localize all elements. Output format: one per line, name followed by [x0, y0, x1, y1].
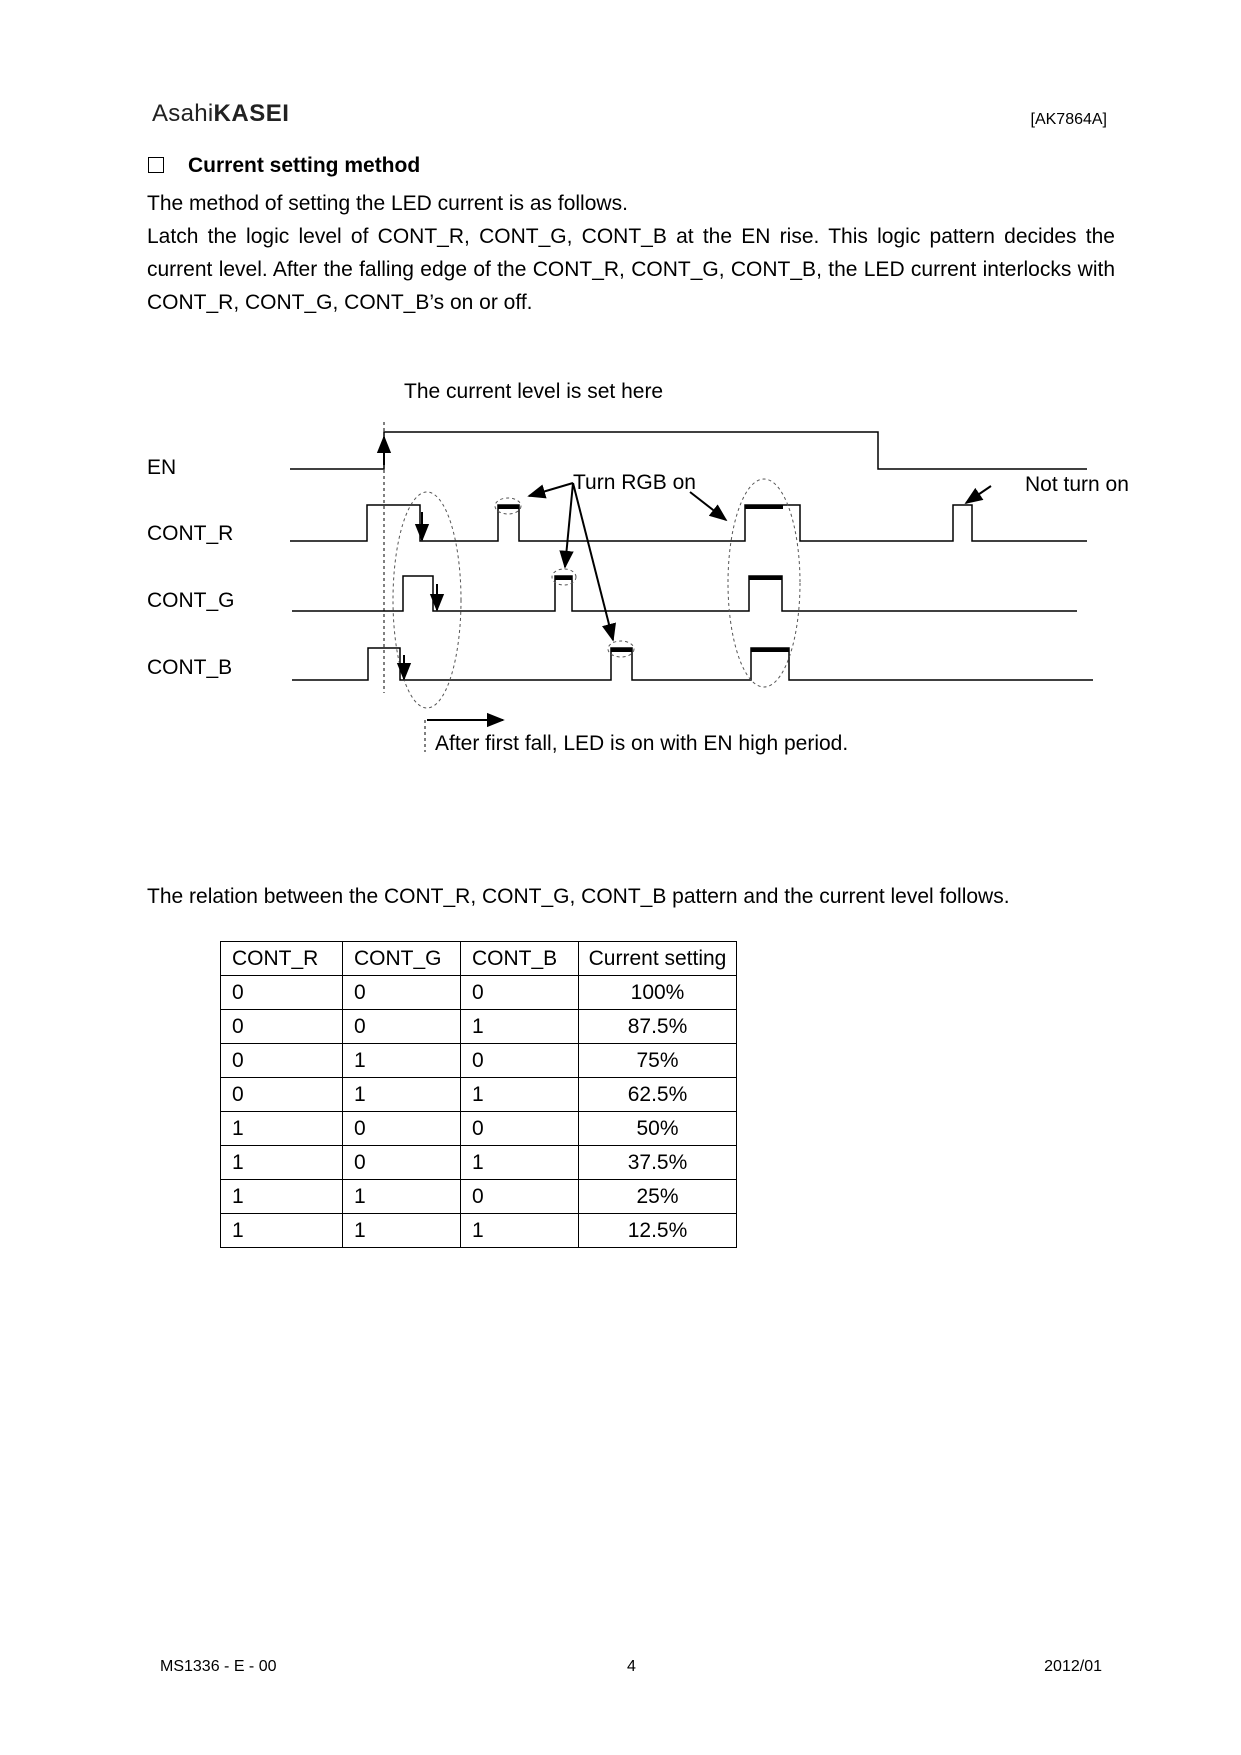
timing-diagram	[0, 0, 1241, 800]
table-cell: 1	[343, 1180, 461, 1214]
footer-page-number: 4	[627, 1658, 636, 1675]
table-cell: 0	[461, 1044, 579, 1078]
signal-label-cont-r: CONT_R	[147, 522, 234, 545]
table-cell: 1	[221, 1180, 343, 1214]
document-id: [AK7864A]	[1030, 111, 1107, 128]
cont-g-waveform	[292, 576, 1077, 611]
relation-paragraph: The relation between the CONT_R, CONT_G, CONT_B pattern and the current level follows.	[147, 885, 1010, 908]
table-row	[221, 1112, 737, 1146]
table-cell: 1	[221, 1146, 343, 1180]
table-header-cell: Current setting	[579, 942, 737, 976]
table-cell: 0	[343, 1112, 461, 1146]
table-cell: 12.5%	[579, 1214, 737, 1248]
annotation-after-first-fall: After first fall, LED is on with EN high period.	[435, 732, 849, 755]
table-cell: 25%	[579, 1180, 737, 1214]
table-cell: 50%	[579, 1112, 737, 1146]
table-header-row	[221, 942, 737, 976]
table-cell: 1	[221, 1214, 343, 1248]
annotation-turn-rgb-on: Turn RGB on	[573, 471, 696, 494]
table-cell: 0	[221, 976, 343, 1010]
table-row	[221, 1044, 737, 1078]
signal-label-en: EN	[147, 456, 177, 479]
table-cell: 0	[343, 976, 461, 1010]
description-paragraph: Latch the logic level of CONT_R, CONT_G, CONT_B at the EN rise. This logic pattern decides the current level. After the falling edge of the CONT_R, CONT_G, CONT_B, the LED current interlocks with CONT_R, CONT_G, CONT_B’s on or off.	[147, 225, 1115, 314]
current-setting-table	[220, 941, 737, 1248]
table-cell: 1	[461, 1146, 579, 1180]
table-row	[221, 976, 737, 1010]
table-cell: 0	[343, 1146, 461, 1180]
table-row	[221, 1010, 737, 1044]
highlight-ellipses	[393, 479, 800, 708]
table-cell: 62.5%	[579, 1078, 737, 1112]
table-cell: 0	[221, 1044, 343, 1078]
table-cell: 0	[461, 1112, 579, 1146]
annotation-not-turn-on: Not turn on	[1025, 473, 1129, 496]
table-cell: 1	[343, 1214, 461, 1248]
table-cell: 0	[221, 1078, 343, 1112]
table-cell: 37.5%	[579, 1146, 737, 1180]
table-cell: 1	[343, 1044, 461, 1078]
table-cell: 0	[343, 1010, 461, 1044]
table-row	[221, 1078, 737, 1112]
table-cell: 1	[221, 1112, 343, 1146]
table-cell: 0	[461, 1180, 579, 1214]
footer-date: 2012/01	[1044, 1658, 1102, 1675]
table-cell: 1	[461, 1078, 579, 1112]
table-cell: 75%	[579, 1044, 737, 1078]
table-row	[221, 1214, 737, 1248]
annotation-current-level-set: The current level is set here	[404, 380, 664, 403]
intro-paragraph: The method of setting the LED current is as follows.	[147, 192, 628, 215]
table-cell: 1	[461, 1010, 579, 1044]
en-waveform	[290, 432, 1087, 469]
section-title: Current setting method	[188, 154, 421, 177]
footer-doc-number: MS1336 - E - 00	[160, 1658, 277, 1675]
table-header-cell: CONT_G	[343, 942, 461, 976]
logo-text-asahi: Asahi	[152, 100, 214, 127]
table-cell: 87.5%	[579, 1010, 737, 1044]
logo-text-kasei: KASEI	[213, 100, 290, 127]
cont-b-waveform	[292, 648, 1093, 680]
table-cell: 1	[343, 1078, 461, 1112]
signal-label-cont-g: CONT_G	[147, 589, 235, 612]
table-header-cell: CONT_B	[461, 942, 579, 976]
table-row	[221, 1146, 737, 1180]
table-cell: 0	[461, 976, 579, 1010]
table-cell: 100%	[579, 976, 737, 1010]
table-header-cell: CONT_R	[221, 942, 343, 976]
table-cell: 1	[461, 1214, 579, 1248]
table-cell: 0	[221, 1010, 343, 1044]
signal-label-cont-b: CONT_B	[147, 656, 233, 679]
cont-r-waveform	[290, 505, 1087, 541]
table-row	[221, 1180, 737, 1214]
